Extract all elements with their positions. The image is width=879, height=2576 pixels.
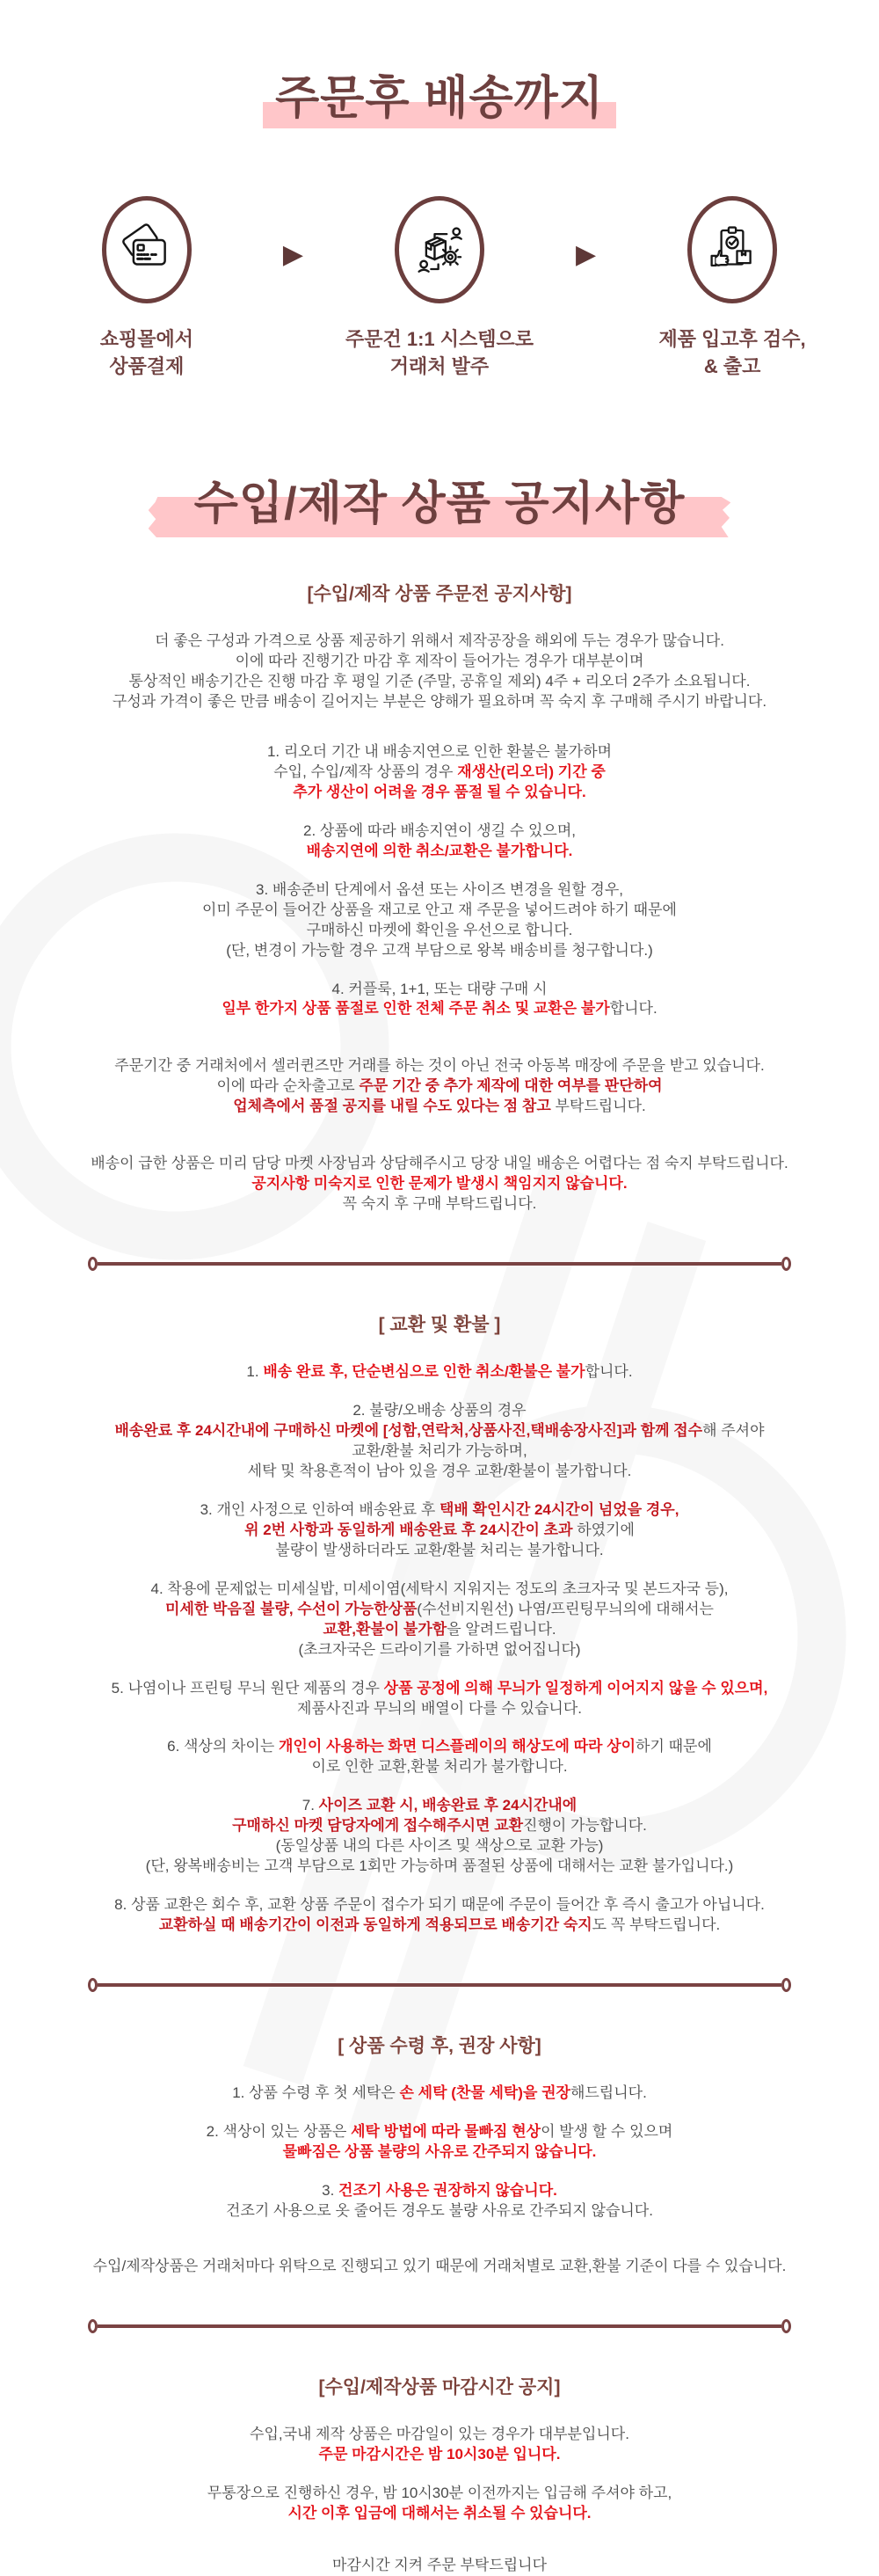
notice-text: (단, 왕복배송비는 고객 부담으로 1회만 가능하며 품절된 상품에 대해서는 교환 불가입니다.): [145, 1857, 734, 1875]
notice-text: 세탁 및 착용흔적이 남아 있을 경우 교환/환불이 불가합니다.: [247, 1463, 632, 1480]
section-heading: [ 교환 및 환불 ]: [378, 1315, 501, 1335]
notice-text: 3.: [322, 2182, 339, 2200]
notice-line: [0, 1097, 879, 1117]
notice-line: [0, 2556, 879, 2576]
process-step-label: [100, 326, 193, 381]
notice-line: [0, 1521, 879, 1541]
notice-text: 진행이 가능합니다.: [523, 1817, 647, 1835]
notice-text-emphasis: 교환,환불이 불가함: [323, 1620, 447, 1638]
process-step-label: [659, 326, 806, 381]
notice-text: 더 좋은 구성과 가격으로 상품 제공하기 위해서 제작공장을 해외에 두는 경우가 많습니다.: [155, 632, 724, 650]
notice-paragraph: [0, 880, 879, 961]
notice-line: [0, 1699, 879, 1719]
notice-text-emphasis: 건조기 사용은 권장하지 않습니다.: [338, 2182, 557, 2200]
notice-paragraph: [0, 2556, 879, 2576]
notice-text-emphasis: 공지사항 미숙지로 인한 문제가 발생시 책임지지 않습니다.: [251, 1175, 628, 1193]
notice-text-emphasis: 세탁 방법에 따라 물빠짐 현상: [351, 2123, 541, 2141]
notice-text: 7.: [301, 1797, 319, 1814]
notice-line: [0, 1421, 879, 1441]
notice-text: 도 꼭 부탁드립니다.: [592, 1916, 721, 1934]
notice-section: [0, 2034, 879, 2277]
notice-text: 주문기간 중 거래처에서 셀러퀸즈만 거래를 하는 것이 아닌 전국 아동복 매장에 주문을 받고 있습니다.: [114, 1057, 765, 1075]
notice-line: [0, 1857, 879, 1877]
notice-line: [0, 1362, 879, 1383]
divider-ring: [88, 1257, 98, 1271]
process-step-payment: [37, 196, 257, 381]
notice-text-emphasis: 일부 한가지 상품 품절로 인한 전체 주문 취소 및 교환은 불가: [222, 1000, 610, 1018]
notice-text: (동일상품 내의 다른 사이즈 및 색상으로 교환 가능): [275, 1837, 604, 1855]
notice-paragraph: [0, 2181, 879, 2222]
notice-line: [0, 692, 879, 712]
notice-line: [0, 1816, 879, 1836]
notice-text-emphasis: 추가 생산이 어려울 경우 품절 될 수 있습니다.: [293, 783, 586, 800]
notice-text: 하였기에: [572, 1521, 635, 1538]
notice-line: [0, 631, 879, 652]
notice-text: 배송이 급한 상품은 미리 담당 마켓 사장님과 상담해주시고 당장 내일 배송은 어렵다는 점 숙지 부탁드립니다.: [91, 1155, 788, 1172]
notice-text: 교환/환불 처리가 가능하며,: [352, 1442, 527, 1460]
notice-line: [0, 2201, 879, 2222]
notice-line: [0, 1076, 879, 1097]
section-divider: [88, 1257, 791, 1271]
notice-text-emphasis: 교환하실 때 배송기간이 이전과 동일하게 적용되므로 배송기간 숙지: [158, 1916, 592, 1934]
notice-text: 이로 인한 교환,환불 처리가 불가합니다.: [311, 1758, 568, 1776]
notice-text: 구매하신 마켓에 확인을 우선으로 합니다.: [306, 921, 573, 938]
notice-paragraph: [0, 1154, 879, 1215]
notice-text: 수입, 수입/제작 상품의 경우: [273, 763, 458, 780]
notice-text: 5. 나염이나 프린팅 무늬 원단 제품의 경우: [111, 1679, 384, 1697]
notice-line: [0, 821, 879, 842]
step-label-line: 거래처 발주: [389, 354, 490, 377]
notice-line: [0, 1836, 879, 1857]
notice-line: [0, 652, 879, 672]
step-label-line: 주문건 1:1 시스템으로: [345, 328, 534, 351]
notice-text-emphasis: 위 2번 사항과 동일하게 배송완료 후 24시간이 초과: [244, 1521, 573, 1538]
notice-line: [0, 842, 879, 862]
notice-line: [0, 941, 879, 961]
page-title-notice-text: 수입/제작 상품 공지사항: [193, 478, 686, 529]
notice-paragraph: [0, 1056, 879, 1117]
divider-ring: [88, 2319, 98, 2333]
section-heading: [ 상품 수령 후, 권장 사항]: [338, 2035, 541, 2056]
notice-line: [0, 1194, 879, 1215]
notice-text: 제품사진과 무늬의 배열이 다를 수 있습니다.: [297, 1699, 582, 1717]
notice-line: [0, 1441, 879, 1462]
notice-paragraph: [0, 2122, 879, 2163]
order-process-steps: [0, 196, 879, 381]
notice-line: [0, 2122, 879, 2142]
notice-text: 1.: [246, 1363, 264, 1381]
notice-text: 4. 착용에 문제없는 미세실밥, 미세이염(세탁시 지워지는 정도의 초크자국 및 본드자국 등),: [150, 1580, 729, 1597]
notice-text-emphasis: 재생산(리오더) 기간 중: [457, 763, 606, 780]
divider-ring: [88, 1978, 98, 1992]
notice-text: 이에 따라 진행기간 마감 후 제작이 들어가는 경우가 대부분이며: [235, 653, 644, 670]
notice-paragraph: [0, 1796, 879, 1877]
notice-text: 이에 따라 순차출고로: [216, 1077, 360, 1095]
notice-text-emphasis: 시간 이후 입금에 대해서는 취소될 수 있습니다.: [287, 2505, 592, 2522]
notice-line: [0, 1401, 879, 1421]
notice-paragraph: [0, 2083, 879, 2104]
section-heading: [수입/제작 상품 주문전 공지사항]: [307, 583, 572, 604]
notice-line: [0, 2257, 879, 2277]
notice-text: 해드립니다.: [570, 2084, 647, 2102]
notice-text-emphasis: 배송 완료 후, 단순변심으로 인한 취소/환불은 불가: [263, 1363, 585, 1381]
notice-paragraph: [0, 1679, 879, 1719]
notice-text: (초크자국은 드라이기를 가하면 없어집니다): [298, 1640, 581, 1658]
notice-line: [0, 1541, 879, 1561]
notice-line: [0, 1056, 879, 1076]
section-divider: [88, 2319, 791, 2333]
notice-line: [0, 901, 879, 921]
notice-text: 수입/제작상품은 거래처마다 위탁으로 진행되고 있기 때문에 거래처별로 교환,환불 기준이 다를 수 있습니다.: [92, 2258, 787, 2274]
notice-text-emphasis: 택배 확인시간 24시간이 넘었을 경우,: [440, 1501, 679, 1519]
notice-text: 불량이 발생하더라도 교환/환불 처리는 불가합니다.: [275, 1541, 604, 1558]
notice-text: 이미 주문이 들어간 상품을 재고로 안고 재 주문을 넣어드려야 하기 때문에: [202, 901, 677, 918]
notice-line: [0, 742, 879, 763]
notice-text-emphasis: 구매하신 마켓 담당자에게 접수해주시면 교환: [232, 1817, 524, 1835]
notice-line: [0, 2445, 879, 2465]
credit-card-icon: [102, 196, 192, 303]
notice-text: 3. 개인 사정으로 인하여 배송완료 후: [200, 1501, 440, 1519]
notice-line: [0, 783, 879, 803]
notice-text: 을 알려드립니다.: [447, 1620, 556, 1638]
notice-text: 하기 때문에: [636, 1738, 712, 1755]
notice-paragraph: [0, 1580, 879, 1660]
notice-text: 해 주셔야: [702, 1422, 765, 1440]
notice-text: (단, 변경이 가능할 경우 고객 부담으로 왕복 배송비를 청구합니다.): [226, 941, 653, 959]
notice-text: 4. 커플룩, 1+1, 또는 대량 구매 시: [331, 980, 548, 997]
notice-section: [0, 2375, 879, 2576]
notice-text-emphasis: 개인이 사용하는 화면 디스플레이의 해상도에 따라 상이: [279, 1738, 636, 1755]
page-title-notice: [0, 479, 879, 529]
notice-text: 8. 상품 교환은 회수 후, 교환 상품 주문이 접수가 되기 때문에 주문이 들어간 후 즉시 출고가 아닙니다.: [114, 1896, 765, 1914]
notice-line: [0, 1600, 879, 1620]
notice-text: 이 발생 할 수 있으며: [541, 2123, 673, 2141]
notice-paragraph: [0, 1401, 879, 1482]
notice-line: [0, 2083, 879, 2104]
notice-text-emphasis: 사이즈 교환 시, 배송완료 후 24시간내에: [318, 1797, 578, 1814]
notice-text: 1. 상품 수령 후 첫 세탁은: [232, 2084, 400, 2102]
notice-line: [0, 2181, 879, 2201]
notice-line: [0, 1462, 879, 1482]
notice-text-emphasis: 상품 공정에 의해 무늬가 일정하게 이어지지 않을 수 있으며,: [383, 1679, 768, 1697]
divider-line: [98, 1983, 781, 1987]
divider-ring: [781, 1257, 791, 1271]
notice-text: 마감시간 지켜 주문 부탁드립니다: [331, 2557, 548, 2574]
notice-text: 6. 색상의 차이는: [167, 1738, 279, 1755]
notice-line: [0, 1679, 879, 1699]
notice-text: 3. 배송준비 단계에서 옵션 또는 사이즈 변경을 원할 경우,: [256, 880, 623, 898]
notice-line: [0, 1757, 879, 1777]
notice-text: 1. 리오더 기간 내 배송지연으로 인한 환불은 불가하며: [266, 743, 613, 761]
notice-text: 무통장으로 진행하신 경우, 밤 10시30분 이전까지는 입금해 주셔야 하고,: [207, 2485, 672, 2502]
notice-text-emphasis: 배송지연에 의한 취소/교환은 불가합니다.: [306, 842, 573, 859]
notice-text-emphasis: 배송완료 후 24시간내에 구매하신 마켓에 [성함,연락처,상품사진,택배송장사진]과 함께 접수: [114, 1422, 703, 1440]
notice-text: 수입,국내 제작 상품은 마감일이 있는 경우가 대부분입니다.: [250, 2426, 629, 2443]
process-step-order: [330, 196, 549, 381]
notice-section: [0, 1313, 879, 1936]
notice-text: 통상적인 배송기간은 진행 마감 후 평일 기준 (주말, 공휴일 제외) 4주 + 리오더 2주가 소요됩니다.: [128, 673, 751, 690]
notice-paragraph: [0, 2484, 879, 2524]
notice-line: [0, 1620, 879, 1640]
notice-text-emphasis: 미세한 박음질 불량, 수선이 가능한상품: [165, 1600, 418, 1617]
notice-paragraph: [0, 1500, 879, 1561]
order-system-icon: [395, 196, 484, 303]
notice-paragraph: [0, 1895, 879, 1936]
step-label-line: 상품결제: [109, 354, 185, 377]
notice-line: [0, 2504, 879, 2524]
notice-text: 2. 불량/오배송 상품의 경우: [352, 1402, 527, 1419]
notice-line: [0, 2425, 879, 2445]
divider-line: [98, 1262, 781, 1266]
section-heading: [수입/제작상품 마감시간 공지]: [318, 2376, 561, 2397]
page-title-delivery-text: 주문후 배송까지: [274, 73, 605, 124]
inspection-shipping-icon: [687, 196, 777, 303]
notice-paragraph: [0, 1737, 879, 1777]
notice-sections: [0, 582, 879, 2576]
page-title-delivery: [0, 74, 879, 124]
process-step-label: [345, 326, 534, 381]
notice-text: 2. 색상이 있는 상품은: [206, 2123, 352, 2141]
notice-text: 건조기 사용으로 옷 줄어든 경우도 불량 사유로 간주되지 않습니다.: [226, 2202, 653, 2220]
notice-text-emphasis: 업체측에서 품절 공지를 내릴 수도 있다는 점 참고: [233, 1098, 551, 1115]
notice-line: [0, 980, 879, 1000]
notice-paragraph: [0, 2425, 879, 2465]
arrow-right-icon: ▶: [282, 240, 303, 270]
notice-paragraph: [0, 980, 879, 1020]
notice-line: [0, 1916, 879, 1936]
notice-text-emphasis: 손 세탁 (찬물 세탁)을 권장: [399, 2084, 570, 2102]
step-label-line: 제품 입고후 검수,: [658, 328, 806, 351]
process-step-inspection: [622, 196, 842, 381]
notice-line: [0, 1154, 879, 1174]
notice-line: [0, 1640, 879, 1660]
notice-line: [0, 1580, 879, 1600]
divider-line: [98, 2324, 781, 2328]
notice-section: [0, 582, 879, 1215]
notice-line: [0, 2142, 879, 2163]
step-label-line: & 출고: [703, 354, 761, 377]
notice-line: [0, 672, 879, 692]
notice-paragraph: [0, 2257, 879, 2277]
step-label-line: 쇼핑몰에서: [99, 328, 194, 351]
notice-line: [0, 1895, 879, 1916]
notice-line: [0, 1796, 879, 1816]
notice-line: [0, 1737, 879, 1757]
notice-line: [0, 999, 879, 1019]
notice-text-emphasis: 주문 마감시간은 밤 10시30분 입니다.: [318, 2446, 561, 2463]
notice-text: 합니다.: [609, 1000, 657, 1018]
notice-text-emphasis: 물빠짐은 상품 불량의 사유로 간주되지 않습니다.: [282, 2143, 597, 2161]
notice-text: 구성과 가격이 좋은 만큼 배송이 길어지는 부분은 양해가 필요하며 꼭 숙지 후 구매해 주시기 바랍니다.: [112, 693, 767, 711]
notice-line: [0, 1174, 879, 1194]
notice-paragraph: [0, 631, 879, 712]
notice-text: (수선비지원선) 나염/프린팅무늬의에 대해서는: [417, 1600, 714, 1617]
notice-line: [0, 880, 879, 901]
section-divider: [88, 1978, 791, 1992]
notice-paragraph: [0, 1362, 879, 1383]
divider-ring: [781, 1978, 791, 1992]
notice-line: [0, 2484, 879, 2504]
notice-line: [0, 921, 879, 941]
notice-paragraph: [0, 821, 879, 862]
notice-paragraph: [0, 742, 879, 803]
notice-text: 합니다.: [585, 1363, 633, 1381]
arrow-right-icon: ▶: [576, 240, 597, 270]
notice-text: 부탁드립니다.: [550, 1098, 646, 1115]
notice-line: [0, 763, 879, 783]
notice-text: 꼭 숙지 후 구매 부탁드립니다.: [342, 1195, 537, 1213]
notice-text-emphasis: 주문 기간 중 추가 제작에 대한 여부를 판단하여: [359, 1077, 663, 1095]
notice-text: 2. 상품에 따라 배송지연이 생길 수 있으며,: [303, 821, 576, 839]
notice-line: [0, 1500, 879, 1521]
divider-ring: [781, 2319, 791, 2333]
